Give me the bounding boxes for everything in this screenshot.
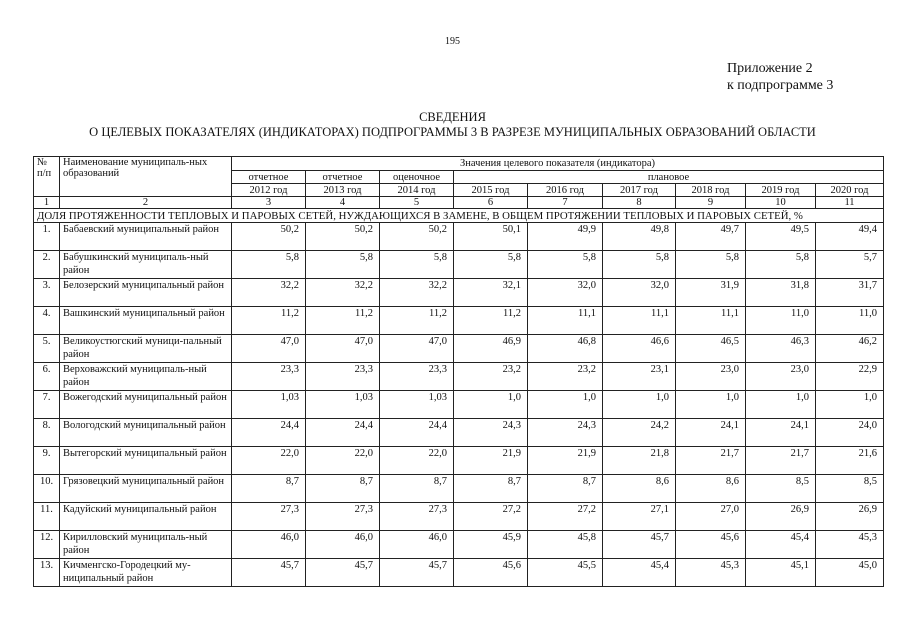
indicator-value-cell: 32,0: [528, 279, 603, 307]
municipality-name-cell: Вашкинский муниципальный район: [60, 307, 232, 335]
appendix-line-1: Приложение 2: [727, 61, 813, 76]
indicator-value-cell: 23,3: [232, 363, 306, 391]
indicator-value-cell: 46,3: [746, 335, 816, 363]
indicator-value-cell: 46,8: [528, 335, 603, 363]
indicator-value-cell: 22,0: [306, 447, 380, 475]
indicator-value-cell: 8,7: [232, 475, 306, 503]
indicator-value-cell: 5,8: [454, 251, 528, 279]
indicator-value-cell: 45,1: [746, 559, 816, 587]
header-year: 2017 год: [603, 184, 676, 197]
column-number-cell: 5: [380, 197, 454, 209]
indicator-value-cell: 31,9: [676, 279, 746, 307]
indicator-value-cell: 50,1: [454, 223, 528, 251]
indicator-value-cell: 45,3: [816, 531, 884, 559]
indicator-value-cell: 27,2: [528, 503, 603, 531]
indicator-value-cell: 23,2: [454, 363, 528, 391]
municipality-name-cell: Кирилловский муниципаль-ный район: [60, 531, 232, 559]
row-number-cell: 8.: [34, 419, 60, 447]
municipality-name-cell: Бабаевский муниципальный район: [60, 223, 232, 251]
column-number-cell: 8: [603, 197, 676, 209]
indicator-value-cell: 21,8: [603, 447, 676, 475]
table-row: [34, 363, 884, 391]
indicator-value-cell: 27,2: [454, 503, 528, 531]
indicator-value-cell: 5,8: [380, 251, 454, 279]
indicator-value-cell: 1,03: [380, 391, 454, 419]
indicator-value-cell: 1,0: [746, 391, 816, 419]
row-number-cell: 11.: [34, 503, 60, 531]
section-title: ДОЛЯ ПРОТЯЖЕННОСТИ ТЕПЛОВЫХ И ПАРОВЫХ СЕТЕЙ, НУЖДАЮЩИХСЯ В ЗАМЕНЕ, В ОБЩЕМ ПРОТЯЖЕНИИ ТЕПЛОВЫХ И ПАРОВЫХ СЕТЕЙ, %: [34, 209, 884, 223]
column-number-cell: 1: [34, 197, 60, 209]
indicator-value-cell: 32,2: [380, 279, 454, 307]
appendix-line-2: к подпрограмме 3: [727, 78, 834, 93]
municipality-name-cell: Вытегорский муниципальный район: [60, 447, 232, 475]
indicator-value-cell: 11,1: [528, 307, 603, 335]
row-number-cell: 13.: [34, 559, 60, 587]
header-type-planned: плановое: [454, 171, 884, 184]
column-numbers-row: [34, 197, 884, 209]
indicator-value-cell: 50,2: [232, 223, 306, 251]
indicator-value-cell: 32,2: [306, 279, 380, 307]
row-number-cell: 12.: [34, 531, 60, 559]
indicator-value-cell: 1,03: [306, 391, 380, 419]
indicator-value-cell: 47,0: [380, 335, 454, 363]
header-year: 2018 год: [676, 184, 746, 197]
column-number-cell: 4: [306, 197, 380, 209]
indicator-value-cell: 45,6: [454, 559, 528, 587]
indicator-value-cell: 21,7: [676, 447, 746, 475]
header-year: 2015 год: [454, 184, 528, 197]
indicator-value-cell: 1,0: [454, 391, 528, 419]
indicator-value-cell: 24,3: [454, 419, 528, 447]
row-number-cell: 10.: [34, 475, 60, 503]
section-row: [34, 209, 884, 223]
indicator-value-cell: 46,5: [676, 335, 746, 363]
indicator-value-cell: 24,1: [746, 419, 816, 447]
row-number-cell: 2.: [34, 251, 60, 279]
indicator-value-cell: 22,9: [816, 363, 884, 391]
indicator-value-cell: 46,0: [380, 531, 454, 559]
indicator-value-cell: 24,1: [676, 419, 746, 447]
indicator-value-cell: 22,0: [232, 447, 306, 475]
indicator-value-cell: 49,8: [603, 223, 676, 251]
table-row: [34, 251, 884, 279]
table-row: [34, 503, 884, 531]
row-number-cell: 1.: [34, 223, 60, 251]
indicator-value-cell: 45,0: [816, 559, 884, 587]
table-body: [34, 197, 884, 587]
header-number: № п/п: [34, 157, 60, 197]
indicator-value-cell: 5,8: [528, 251, 603, 279]
indicator-value-cell: 45,3: [676, 559, 746, 587]
indicator-value-cell: 5,8: [306, 251, 380, 279]
row-number-cell: 6.: [34, 363, 60, 391]
indicator-value-cell: 46,9: [454, 335, 528, 363]
indicator-value-cell: 11,2: [232, 307, 306, 335]
municipality-name-cell: Вологодский муниципальный район: [60, 419, 232, 447]
indicator-value-cell: 21,9: [528, 447, 603, 475]
indicator-value-cell: 47,0: [232, 335, 306, 363]
indicator-value-cell: 1,0: [603, 391, 676, 419]
indicator-value-cell: 31,7: [816, 279, 884, 307]
heading-line-1: СВЕДЕНИЯ: [419, 110, 486, 124]
indicators-table: [33, 156, 884, 587]
indicator-value-cell: 45,7: [232, 559, 306, 587]
indicator-value-cell: 27,1: [603, 503, 676, 531]
appendix-note: [727, 60, 833, 94]
column-number-cell: 9: [676, 197, 746, 209]
table-row: [34, 419, 884, 447]
header-year: 2020 год: [816, 184, 884, 197]
header-year: 2013 год: [306, 184, 380, 197]
table-row: [34, 475, 884, 503]
indicator-value-cell: 11,2: [454, 307, 528, 335]
municipality-name-cell: Верховажский муниципаль-ный район: [60, 363, 232, 391]
indicator-value-cell: 23,0: [746, 363, 816, 391]
table-row: [34, 531, 884, 559]
header-type-reported-2012: отчетное: [232, 171, 306, 184]
indicator-value-cell: 50,2: [306, 223, 380, 251]
municipality-name-cell: Белозерский муниципальный район: [60, 279, 232, 307]
indicator-value-cell: 8,7: [528, 475, 603, 503]
indicator-value-cell: 23,0: [676, 363, 746, 391]
column-number-cell: 10: [746, 197, 816, 209]
indicator-value-cell: 11,1: [603, 307, 676, 335]
indicator-value-cell: 49,9: [528, 223, 603, 251]
indicator-value-cell: 11,1: [676, 307, 746, 335]
indicator-value-cell: 5,8: [232, 251, 306, 279]
municipality-name-cell: Великоустюгский муници-пальный район: [60, 335, 232, 363]
indicator-value-cell: 49,5: [746, 223, 816, 251]
indicator-value-cell: 5,8: [603, 251, 676, 279]
header-type-reported-2013: отчетное: [306, 171, 380, 184]
header-year: 2019 год: [746, 184, 816, 197]
page-number: 195: [445, 36, 460, 47]
indicator-value-cell: 45,7: [380, 559, 454, 587]
table-row: [34, 335, 884, 363]
municipality-name-cell: Бабушкинский муниципаль-ный район: [60, 251, 232, 279]
row-number-cell: 7.: [34, 391, 60, 419]
indicator-value-cell: 8,7: [380, 475, 454, 503]
indicator-value-cell: 27,0: [676, 503, 746, 531]
municipality-name-cell: Кичменгско-Городецкий му-ниципальный район: [60, 559, 232, 587]
indicator-value-cell: 46,2: [816, 335, 884, 363]
indicator-value-cell: 21,9: [454, 447, 528, 475]
indicator-value-cell: 11,2: [306, 307, 380, 335]
table-row: [34, 223, 884, 251]
indicator-value-cell: 1,03: [232, 391, 306, 419]
indicator-value-cell: 23,1: [603, 363, 676, 391]
row-number-cell: 3.: [34, 279, 60, 307]
indicator-value-cell: 46,0: [306, 531, 380, 559]
indicator-value-cell: 8,6: [676, 475, 746, 503]
table-row: [34, 391, 884, 419]
municipality-name-cell: Грязовецкий муниципальный район: [60, 475, 232, 503]
indicator-value-cell: 27,3: [306, 503, 380, 531]
indicator-value-cell: 5,7: [816, 251, 884, 279]
indicator-value-cell: 46,0: [232, 531, 306, 559]
indicator-value-cell: 45,6: [676, 531, 746, 559]
table-row: [34, 307, 884, 335]
indicator-value-cell: 45,8: [528, 531, 603, 559]
column-number-cell: 7: [528, 197, 603, 209]
indicator-value-cell: 46,6: [603, 335, 676, 363]
indicator-value-cell: 24,0: [816, 419, 884, 447]
indicator-value-cell: 5,8: [746, 251, 816, 279]
indicator-value-cell: 49,7: [676, 223, 746, 251]
column-number-cell: 6: [454, 197, 528, 209]
indicator-value-cell: 27,3: [232, 503, 306, 531]
indicator-value-cell: 24,4: [306, 419, 380, 447]
indicator-value-cell: 11,2: [380, 307, 454, 335]
column-number-cell: 11: [816, 197, 884, 209]
document-heading: [0, 110, 905, 140]
indicator-value-cell: 23,3: [380, 363, 454, 391]
indicator-value-cell: 26,9: [746, 503, 816, 531]
indicator-value-cell: 23,3: [306, 363, 380, 391]
indicator-value-cell: 45,7: [306, 559, 380, 587]
indicator-value-cell: 24,2: [603, 419, 676, 447]
indicator-value-cell: 32,1: [454, 279, 528, 307]
indicator-value-cell: 24,4: [380, 419, 454, 447]
row-number-cell: 4.: [34, 307, 60, 335]
heading-line-2: О ЦЕЛЕВЫХ ПОКАЗАТЕЛЯХ (ИНДИКАТОРАХ) ПОДПРОГРАММЫ 3 В РАЗРЕЗЕ МУНИЦИПАЛЬНЫХ ОБРАЗОВАНИЙ ОБЛАСТИ: [89, 125, 816, 139]
table-row: [34, 447, 884, 475]
indicator-value-cell: 8,6: [603, 475, 676, 503]
indicator-value-cell: 11,0: [816, 307, 884, 335]
indicator-value-cell: 1,0: [816, 391, 884, 419]
indicator-value-cell: 8,5: [746, 475, 816, 503]
indicator-value-cell: 21,7: [746, 447, 816, 475]
row-number-cell: 9.: [34, 447, 60, 475]
indicator-value-cell: 22,0: [380, 447, 454, 475]
indicator-value-cell: 8,7: [454, 475, 528, 503]
indicator-value-cell: 21,6: [816, 447, 884, 475]
header-values-group: Значения целевого показателя (индикатора): [232, 157, 884, 171]
indicator-value-cell: 31,8: [746, 279, 816, 307]
indicator-value-cell: 45,5: [528, 559, 603, 587]
indicator-value-cell: 5,8: [676, 251, 746, 279]
indicator-value-cell: 45,4: [603, 559, 676, 587]
indicator-value-cell: 47,0: [306, 335, 380, 363]
table-row: [34, 559, 884, 587]
header-municipality: Наименование муниципаль-ных образований: [60, 157, 232, 197]
indicator-value-cell: 49,4: [816, 223, 884, 251]
municipality-name-cell: Вожегодский муниципальный район: [60, 391, 232, 419]
indicator-value-cell: 1,0: [528, 391, 603, 419]
header-year: 2012 год: [232, 184, 306, 197]
indicator-value-cell: 27,3: [380, 503, 454, 531]
indicator-value-cell: 24,4: [232, 419, 306, 447]
indicator-value-cell: 8,5: [816, 475, 884, 503]
indicator-value-cell: 32,2: [232, 279, 306, 307]
indicator-value-cell: 45,7: [603, 531, 676, 559]
header-type-estimated: оценочное: [380, 171, 454, 184]
indicator-value-cell: 50,2: [380, 223, 454, 251]
indicator-value-cell: 1,0: [676, 391, 746, 419]
header-year: 2014 год: [380, 184, 454, 197]
indicator-value-cell: 23,2: [528, 363, 603, 391]
table-row: [34, 279, 884, 307]
indicator-value-cell: 11,0: [746, 307, 816, 335]
municipality-name-cell: Кадуйский муниципальный район: [60, 503, 232, 531]
indicator-value-cell: 26,9: [816, 503, 884, 531]
indicator-value-cell: 45,4: [746, 531, 816, 559]
column-number-cell: 3: [232, 197, 306, 209]
indicator-value-cell: 8,7: [306, 475, 380, 503]
indicator-value-cell: 32,0: [603, 279, 676, 307]
header-year: 2016 год: [528, 184, 603, 197]
indicator-value-cell: 24,3: [528, 419, 603, 447]
indicator-value-cell: 45,9: [454, 531, 528, 559]
column-number-cell: 2: [60, 197, 232, 209]
row-number-cell: 5.: [34, 335, 60, 363]
